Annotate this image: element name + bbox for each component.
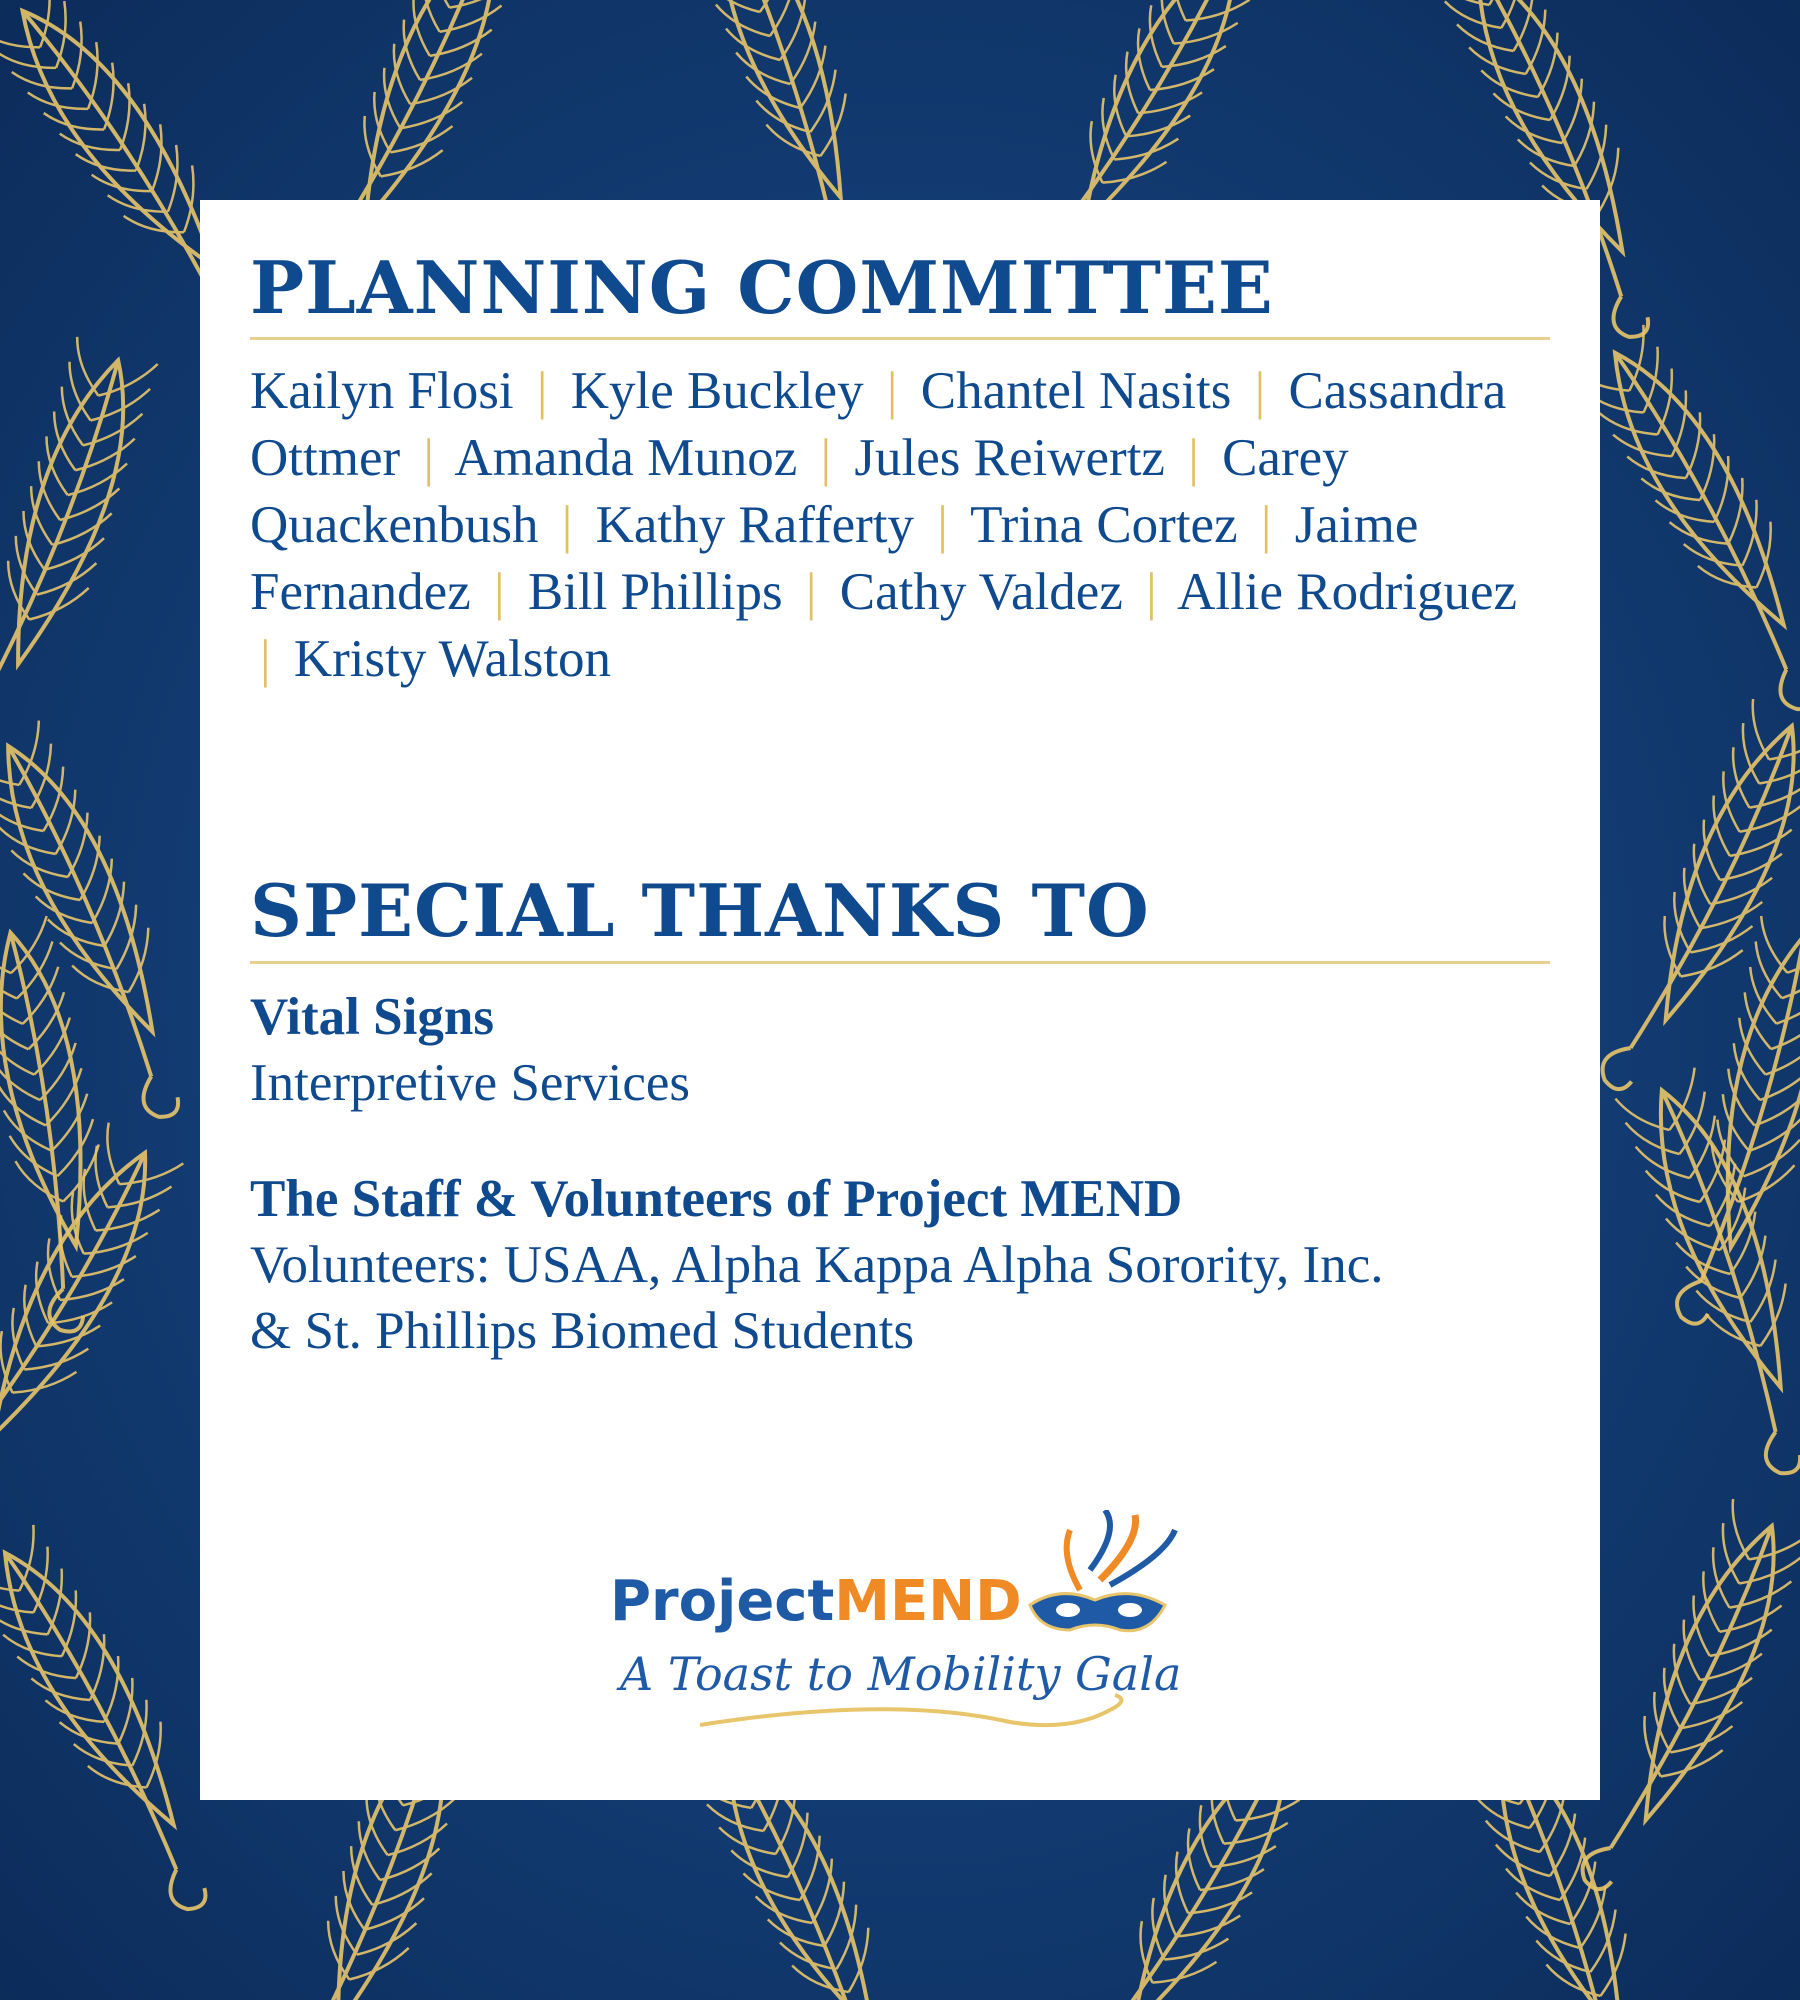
name-separator: |: [1260, 496, 1272, 555]
feather-icon: [1615, 1064, 1800, 1485]
name-separator: |: [886, 362, 898, 421]
planning-committee-heading: PLANNING COMMITTEE: [250, 245, 1274, 330]
committee-member: Allie Rodriguez: [1177, 563, 1518, 622]
committee-member: Jaime Fernandez: [250, 496, 1419, 622]
committee-member: Kathy Rafferty: [595, 496, 914, 555]
thanks-entry-line: & St. Phillips Biomed Students: [250, 1301, 915, 1360]
thanks-entry-line: Interpretive Services: [250, 1053, 690, 1112]
name-separator: |: [260, 630, 271, 689]
project-mend-logo: [200, 1510, 1600, 1760]
committee-member: Kristy Walston: [293, 630, 612, 689]
name-separator: |: [1188, 429, 1199, 488]
committee-member: Jules Reiwertz: [854, 429, 1165, 488]
name-separator: |: [805, 563, 817, 622]
name-separator: |: [1254, 362, 1266, 421]
committee-member: Kailyn Flosi: [250, 362, 514, 421]
feather-icon: [0, 1121, 193, 1527]
logo-mend-text: MEND: [834, 1569, 1022, 1634]
committee-member: Kyle Buckley: [570, 362, 864, 421]
thanks-entry-line: Volunteers: USAA, Alpha Kappa Alpha Sorority, Inc.: [250, 1235, 1384, 1294]
name-separator: |: [493, 563, 505, 622]
name-separator: |: [423, 429, 434, 488]
thanks-entry: [250, 984, 1550, 1116]
name-separator: |: [536, 362, 548, 421]
logo-tagline: A Toast to Mobility Gala: [620, 1647, 1182, 1701]
committee-member: Cathy Valdez: [839, 563, 1123, 622]
thanks-entry-title: The Staff & Volunteers of Project MEND: [250, 1169, 1183, 1228]
committee-member: Cassandra Ottmer: [250, 362, 1507, 488]
svg-text:ProjectMEND: [610, 1569, 1022, 1634]
feather-icon: [0, 914, 130, 1338]
thanks-entry: [250, 1166, 1550, 1364]
content-panel: [200, 200, 1600, 1800]
feather-icon: [1579, 697, 1800, 1112]
special-thanks-heading: SPECIAL THANKS TO: [250, 868, 1150, 954]
feather-icon: [0, 335, 169, 756]
feather-icon: [1570, 319, 1800, 725]
committee-member: Bill Phillips: [527, 563, 783, 622]
name-separator: |: [561, 496, 573, 555]
logo-project-text: Project: [610, 1569, 835, 1634]
feather-icon: [0, 716, 224, 1131]
masquerade-mask-icon: [1030, 1510, 1175, 1631]
thanks-entry-title: Vital Signs: [250, 987, 494, 1046]
heading-divider: [250, 961, 1550, 964]
committee-member: Trina Cortez: [970, 496, 1238, 555]
name-separator: |: [1146, 563, 1157, 622]
name-separator: |: [820, 429, 832, 488]
committee-member-list: [250, 358, 1550, 693]
special-thanks-section: [250, 868, 1550, 1363]
committee-member: Amanda Munoz: [454, 429, 798, 488]
committee-member: Carey Quackenbush: [250, 429, 1349, 555]
committee-member: Chantel Nasits: [920, 362, 1232, 421]
name-separator: |: [937, 496, 948, 555]
heading-divider: [250, 337, 1550, 340]
